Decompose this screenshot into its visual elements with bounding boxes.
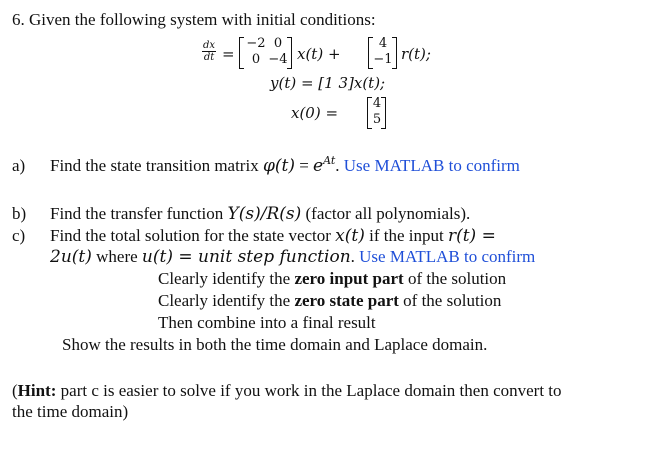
part-a-text: Find the state transition matrix $\varphi(t) = e^{At}$. Use MATLAB to confirm xyxy=(50,154,520,176)
part-a-matlab-link: Use MATLAB to confirm xyxy=(343,156,520,175)
part-b-label: b) xyxy=(12,204,27,223)
part-a-label: a) xyxy=(12,156,26,175)
matrix-a-22: −4 xyxy=(268,52,288,67)
initial-x2: 5 xyxy=(372,112,382,127)
problem-heading: 6. Given the following system with initial conditions: xyxy=(12,10,376,29)
part-c-show-results: Show the results in both the time domain and Laplace domain. xyxy=(62,335,488,354)
matrix-a-21: 0 xyxy=(251,52,261,67)
hint-line1: (Hint: part c is easier to solve if you work in the Laplace domain then convert to xyxy=(12,381,562,400)
part-c-combine: Then combine into a final result xyxy=(158,313,376,332)
matrix-b-1: 4 xyxy=(378,36,388,51)
initial-x1: 4 xyxy=(372,96,382,111)
part-c-line1: Find the total solution for the state vector x(t) if the input r(t) = xyxy=(50,226,496,246)
matrix-a-12: 0 xyxy=(273,36,283,51)
derivative-fraction: $\frac{dx}{dt}$ xyxy=(203,40,216,63)
part-c-line2: 2u(t) where u(t) = unit step function. Use MATLAB to confirm xyxy=(50,247,536,267)
hint-line2: the time domain) xyxy=(12,402,129,421)
part-c-matlab-link: Use MATLAB to confirm xyxy=(359,247,536,266)
part-c-zero-state: Clearly identify the zero state part of the solution xyxy=(158,291,502,310)
state-equals: = xyxy=(222,45,235,63)
initial-lhs: x(0) = xyxy=(291,104,339,122)
state-x-term: x(t) + xyxy=(297,45,341,63)
matrix-b-2: −1 xyxy=(373,52,393,67)
output-equation: y(t) = [1 3]x(t); xyxy=(270,74,386,92)
matrix-a-11: −2 xyxy=(246,36,266,51)
part-b-text: Find the transfer function Y(s)/R(s) (factor all polynomials). xyxy=(50,204,471,224)
part-c-zero-input: Clearly identify the zero input part of the solution xyxy=(158,269,507,288)
part-c-label: c) xyxy=(12,226,26,245)
state-r-term: r(t); xyxy=(401,45,431,63)
